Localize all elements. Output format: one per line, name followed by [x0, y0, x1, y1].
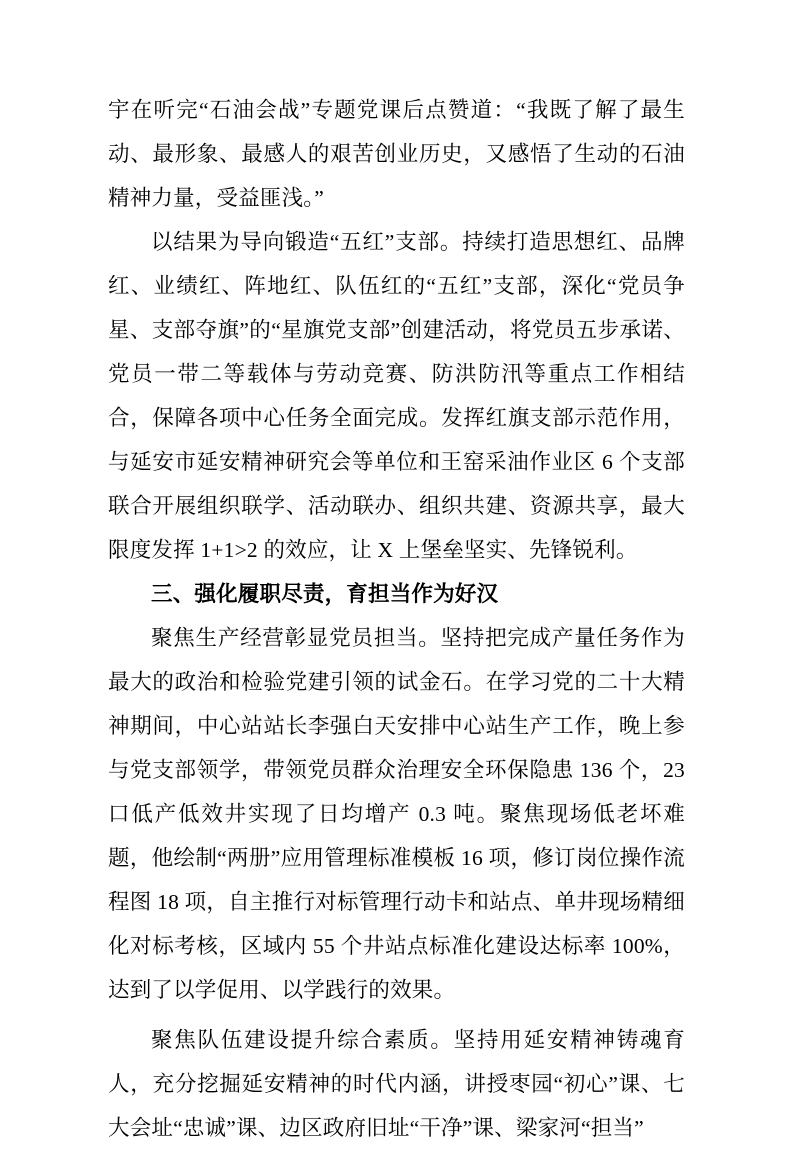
paragraph-team-building: 聚焦队伍建设提升综合素质。坚持用延安精神铸魂育人，充分挖掘延安精神的时代内涵，讲授枣园“初心”课、七大会址“忠诚”课、边区政府旧址“干净”课、梁家河“担当” [108, 1028, 685, 1140]
paragraph-five-red-branch: 以结果为导向锻造“五红”支部。持续打造思想红、品牌红、业绩红、阵地红、队伍红的“五红”支部，深化“党员争星、支部夺旗”的“星旗党支部”创建活动，将党员五步承诺、党员一带二等载体与劳动竞赛、防洪防汛等重点工作相结合，保障各项中心任务全面完成。发挥红旗支部示范作用，与延安市延安精神研究会等单位和王窑采油作业区 6 个支部联合开展组织联学、活动联办、组织共建、资源共享，最大限度发挥 1+1>2 的效应，让 X 上堡垒坚实、先锋锐利。 [108, 230, 685, 562]
paragraph-production-operation: 聚焦生产经营彰显党员担当。坚持把完成产量任务作为最大的政治和检验党建引领的试金石。在学习党的二十大精神期间，中心站站长李强白天安排中心站生产工作，晚上参与党支部领学，带领党员群众治理安全环保隐患 136 个，23 口低产低效井实现了日均增产 0.3 吨。聚焦现场低老坏难题，他绘制“两册”应用管理标准模板 16 项，修订岗位操作流程图 18 项，自主推行对标管理行动卡和站点、单井现场精细化对标考核，区域内 55 个井站点标准化建设达标率 100%，达到了以学促用、以学践行的效果。 [108, 626, 685, 1002]
paragraph-quote-continuation: 宇在听完“石油会战”专题党课后点赞道：“我既了解了最生动、最形象、最感人的艰苦创业历史，又感悟了生动的石油精神力量，受益匪浅。” [108, 98, 685, 210]
section-heading-three: 三、强化履职尽责，育担当作为好汉 [151, 582, 499, 606]
document-body [108, 88, 685, 1150]
